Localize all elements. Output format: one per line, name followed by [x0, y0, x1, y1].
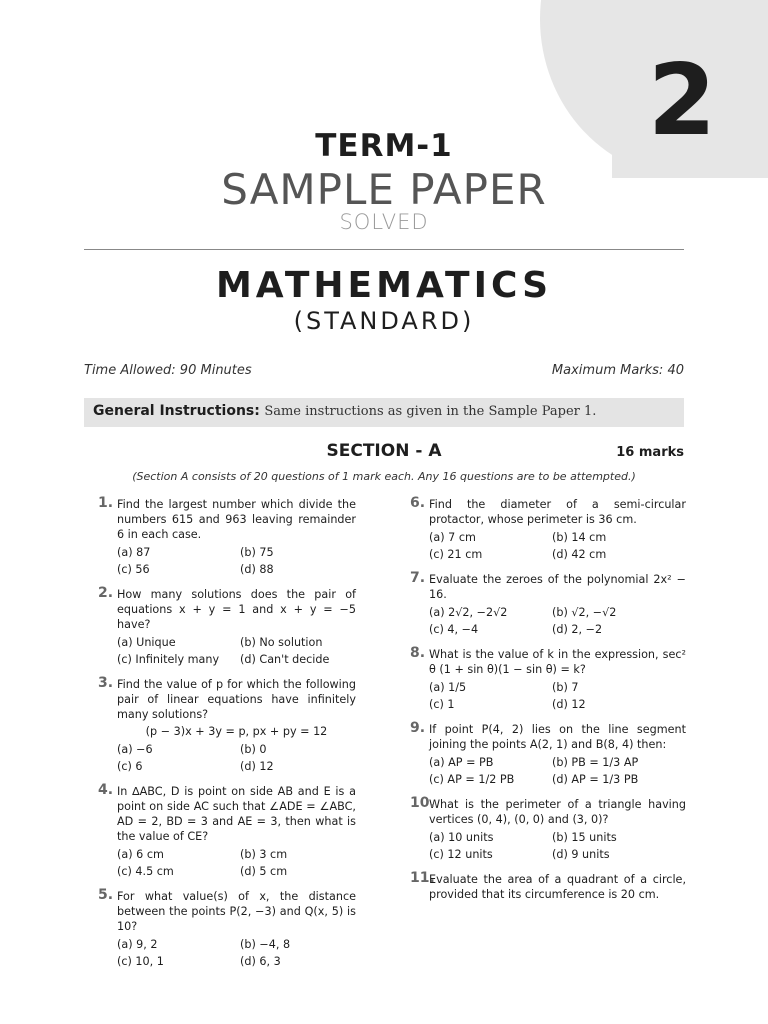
question-item: [98, 784, 356, 879]
question-text: Find the diameter of a semi-circular protactor, whose perimeter is 36 cm.: [429, 498, 686, 526]
question-item: [410, 797, 686, 862]
question-item: [410, 722, 686, 787]
subject-variant: (STANDARD): [293, 307, 475, 335]
answer-option: (a) Unique: [117, 636, 176, 649]
instructions-text: Same instructions as given in the Sample Paper 1.: [264, 404, 597, 419]
answer-option: (c) 56: [117, 563, 150, 576]
time-allowed: Time Allowed: 90 Minutes: [84, 363, 252, 378]
answer-option: (c) 6: [117, 760, 143, 773]
question-item: [98, 497, 356, 577]
answer-option: (a) 10 units: [429, 831, 494, 844]
question-item: [98, 889, 356, 969]
answer-option: (d) 6, 3: [240, 955, 281, 968]
question-text: Evaluate the zeroes of the polynomial 2x² − 16.: [429, 573, 686, 601]
question-number: 11.: [410, 870, 435, 886]
answer-options: [117, 847, 356, 879]
answer-option: (d) 88: [240, 563, 274, 576]
answer-option: (a) 87: [117, 546, 151, 559]
question-text: What is the perimeter of a triangle having vertices (0, 4), (0, 0) and (3, 0)?: [429, 798, 686, 826]
answer-options: [429, 605, 686, 637]
question-item: [410, 647, 686, 712]
answer-option: (a) −6: [117, 743, 153, 756]
question-text: How many solutions does the pair of equations x + y = 1 and x + y = −5 have?: [117, 588, 356, 631]
question-text: In ∆ABC, D is point on side AB and E is a point on side AC such that ∠ADE = ∠ABC, AD = 2, BD = 3 and AE = 3, then what is the value of CE?: [117, 785, 356, 843]
answer-option: (d) 9 units: [552, 848, 610, 861]
question-item: [98, 587, 356, 667]
answer-option: (c) 1: [429, 698, 455, 711]
answer-option: (c) Infinitely many: [117, 653, 220, 666]
question-equation: (p − 3)x + 3y = p, px + py = 12: [145, 725, 328, 738]
answer-option: (b) 14 cm: [552, 531, 607, 544]
answer-option: (d) 42 cm: [552, 548, 607, 561]
question-column-right: [410, 497, 686, 912]
question-number: 9.: [410, 720, 426, 736]
answer-options: [117, 545, 356, 577]
answer-option: (c) 12 units: [429, 848, 493, 861]
question-number: 1.: [98, 495, 114, 511]
answer-option: (d) 12: [552, 698, 586, 711]
question-item: [410, 497, 686, 562]
question-number: 6.: [410, 495, 426, 511]
solved-subtitle: SOLVED: [339, 210, 429, 234]
question-item: [410, 872, 686, 902]
section-title: SECTION - A: [326, 441, 442, 461]
answer-option: (a) 2√2, −2√2: [429, 606, 508, 619]
section-note: (Section A consists of 20 questions of 1 mark each. Any 16 questions are to be attempted.): [132, 470, 636, 483]
answer-option: (d) 12: [240, 760, 274, 773]
answer-option: (b) √2, −√2: [552, 606, 617, 619]
general-instructions: [84, 398, 684, 427]
answer-options: [429, 755, 686, 787]
answer-options: [117, 742, 356, 774]
answer-option: (a) 9, 2: [117, 938, 158, 951]
question-number: 8.: [410, 645, 426, 661]
question-item: [410, 572, 686, 637]
header-divider: [84, 249, 684, 250]
answer-option: (b) −4, 8: [240, 938, 291, 951]
answer-option: (d) Can't decide: [240, 653, 330, 666]
answer-options: [117, 635, 356, 667]
answer-option: (a) 7 cm: [429, 531, 476, 544]
term-title: TERM-1: [315, 128, 453, 164]
question-text: If point P(4, 2) lies on the line segment joining the points A(2, 1) and B(8, 4) then:: [429, 723, 686, 751]
instructions-label: General Instructions:: [93, 403, 260, 419]
answer-option: (b) 7: [552, 681, 579, 694]
section-marks: 16 marks: [616, 445, 684, 460]
question-number: 10.: [410, 795, 435, 811]
question-item: [98, 677, 356, 774]
question-text: Find the largest number which divide the numbers 615 and 963 leaving remainder 6 in each case.: [117, 498, 356, 541]
answer-options: [117, 937, 356, 969]
answer-option: (a) AP = PB: [429, 756, 494, 769]
question-number: 5.: [98, 887, 114, 903]
sample-paper-title: SAMPLE PAPER: [221, 165, 547, 214]
question-number: 3.: [98, 675, 114, 691]
answer-option: (b) 3 cm: [240, 848, 288, 861]
answer-option: (d) 5 cm: [240, 865, 288, 878]
question-number: 7.: [410, 570, 426, 586]
answer-options: [429, 680, 686, 712]
question-column-left: [98, 497, 356, 979]
answer-option: (d) 2, −2: [552, 623, 603, 636]
answer-option: (d) AP = 1/3 PB: [552, 773, 639, 786]
answer-option: (b) PB = 1/3 AP: [552, 756, 639, 769]
question-text: For what value(s) of x, the distance between the points P(2, −3) and Q(x, 5) is 10?: [117, 890, 356, 933]
answer-option: (c) 21 cm: [429, 548, 483, 561]
answer-options: [429, 530, 686, 562]
maximum-marks: Maximum Marks: 40: [551, 363, 684, 378]
answer-option: (c) 4.5 cm: [117, 865, 174, 878]
answer-option: (b) 75: [240, 546, 274, 559]
answer-option: (b) No solution: [240, 636, 323, 649]
answer-options: [429, 830, 686, 862]
subject-title: MATHEMATICS: [215, 265, 553, 306]
answer-option: (a) 6 cm: [117, 848, 164, 861]
question-text: What is the value of k in the expression, sec² θ (1 + sin θ)(1 − sin θ) = k?: [429, 648, 686, 676]
answer-option: (b) 0: [240, 743, 267, 756]
answer-option: (c) AP = 1/2 PB: [429, 773, 515, 786]
question-number: 4.: [98, 782, 114, 798]
answer-option: (b) 15 units: [552, 831, 617, 844]
question-text: Find the value of p for which the following pair of linear equations have infinitely many solutions?: [117, 678, 356, 721]
answer-option: (c) 4, −4: [429, 623, 479, 636]
answer-option: (a) 1/5: [429, 681, 467, 694]
answer-option: (c) 10, 1: [117, 955, 164, 968]
question-text: Evaluate the area of a quadrant of a circle, provided that its circumference is 20 cm.: [429, 873, 686, 901]
question-number: 2.: [98, 585, 114, 601]
paper-number: 2: [647, 44, 717, 158]
